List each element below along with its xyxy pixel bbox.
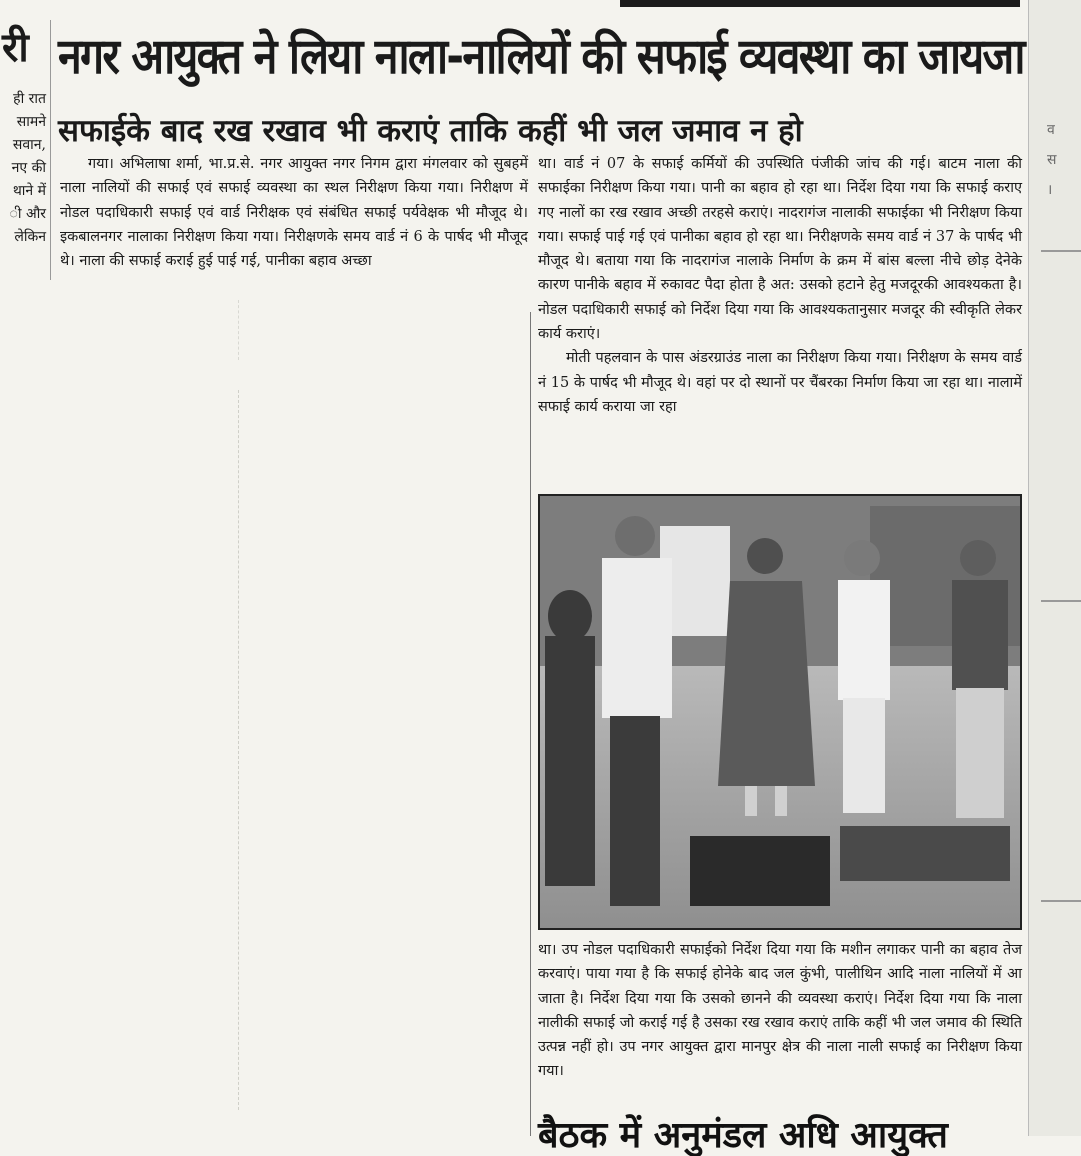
faint-rule [238,390,240,1110]
paragraph: गया। अभिलाषा शर्मा, भा.प्र.से. नगर आयुक्त नगर निगम द्वारा मंगलवार को सुबहमें नाला नालियों की सफाई एवं सफाई व्यवस्था का स्थल निरीक्षण किया गया। निरीक्षण में नोडल पदाधिकारी सफाई एवं वार्ड निरीक्षक एवं संबंधित सफाई पर्यवेक्षक भी मौजूद थे। इकबालनगर नालाका निरीक्षण किया गया। निरीक्षणके समय वार्ड नं 6 के पार्षद भी मौजूद थे। नाला की सफाई कराई हुई पाई गई, पानीका बहाव अच्छा [60,156,528,270]
paragraph: था। उप नोडल पदाधिकारी सफाईको निर्देश दिया गया कि मशीन लगाकर पानी का बहाव तेज करवाएं। पाया गया है कि सफाई होनेके बाद जल कुंभी, पालीथिन आदि नाला नालियों में आ जाता है। निर्देश दिया गया कि उसको छानने की व्यवस्था कराएं। निर्देश दिया गया कि नाला नालीकी सफाई जो कराई गई है उसका रख रखाव कराएं ताकि कहीं भी जल जमाव की स्थिति उत्पन्न नहीं हो। उप नगर आयुक्त द्वारा मानपुर क्षेत्र की नाला नाली सफाई का निरीक्षण किया गया। [538,942,1022,1080]
inspection-photo-illustration [540,496,1020,928]
article-headline: नगर आयुक्त ने लिया नाला-नालियों की सफाई व्यवस्था का जायजा [58,28,1024,85]
article-subheadline: सफाईके बाद रख रखाव भी कराएं ताकि कहीं भी जल जमाव न हो [58,113,803,149]
left-line: लेकिन [14,229,46,245]
left-line: थाने में [12,183,46,199]
strip-mark: । [1047,182,1053,198]
rule [1041,250,1081,252]
paragraph: मोती पहलवान के पास अंडरग्राउंड नाला का निरीक्षण किया गया। निरीक्षण के समय वार्ड नं 15 के पार्षद भी मौजूद थे। वहां पर दो स्थानों पर चैंबरका निर्माण किया जा रहा था। नालामें सफाई कार्य कराया जा रहा [538,350,1022,415]
rule [1041,600,1081,602]
news-photo [538,494,1022,930]
left-line: नए की [11,160,46,176]
top-dark-bar [620,0,1020,7]
left-line: सवान, [12,137,46,153]
left-line: ही रात [13,91,46,107]
adjacent-page-strip [1028,0,1081,1136]
article-column-3 [538,938,1022,1084]
next-headline-fragment: बैठक में अनुमंडल अधि आयुक्त [538,1115,948,1156]
strip-mark: व [1047,122,1055,138]
column-rule [530,312,531,1136]
article-column-1 [60,152,528,273]
paragraph: था। वार्ड नं 07 के सफाई कर्मियों की उपस्थिति पंजीकी जांच की गई। बाटम नाला की सफाईका निरीक्षण किया गया। पानी का बहाव हो रहा था। निर्देश दिया गया कि सफाई कराए गए नालों का रख रखाव अच्छी तरहसे कराएं। नादरागंज नालाकी सफाईका भी निरीक्षण किया गया। सफाई पाई गई एवं पानीका बहाव हो रहा था। निरीक्षणके समय वार्ड नं 37 के पार्षद भी मौजूद थे। बताया गया कि नादरागंज नालाके निर्माण के क्रम में बांस बल्ला नीचे छोड़ देनेके कारण पानीके बहाव में रुकावट पैदा होता है अत: उसको हटाने हेतु मजदूरकी आवश्यकता है। नोडल पदाधिकारी सफाई को निर्देश दिया गया कि आवश्यकतानुसार मजदूर की स्वीकृति लेकर कार्य कराएं। [538,156,1022,343]
faint-rule [238,300,240,360]
article-column-2 [538,152,1022,419]
rule [1041,900,1081,902]
left-column-headline-fragment: री [2,24,29,71]
column-divider [50,20,51,280]
strip-mark: स [1047,152,1057,168]
left-column-text [2,88,46,249]
left-line: ी और [9,206,46,222]
left-line: सामने [16,114,46,130]
